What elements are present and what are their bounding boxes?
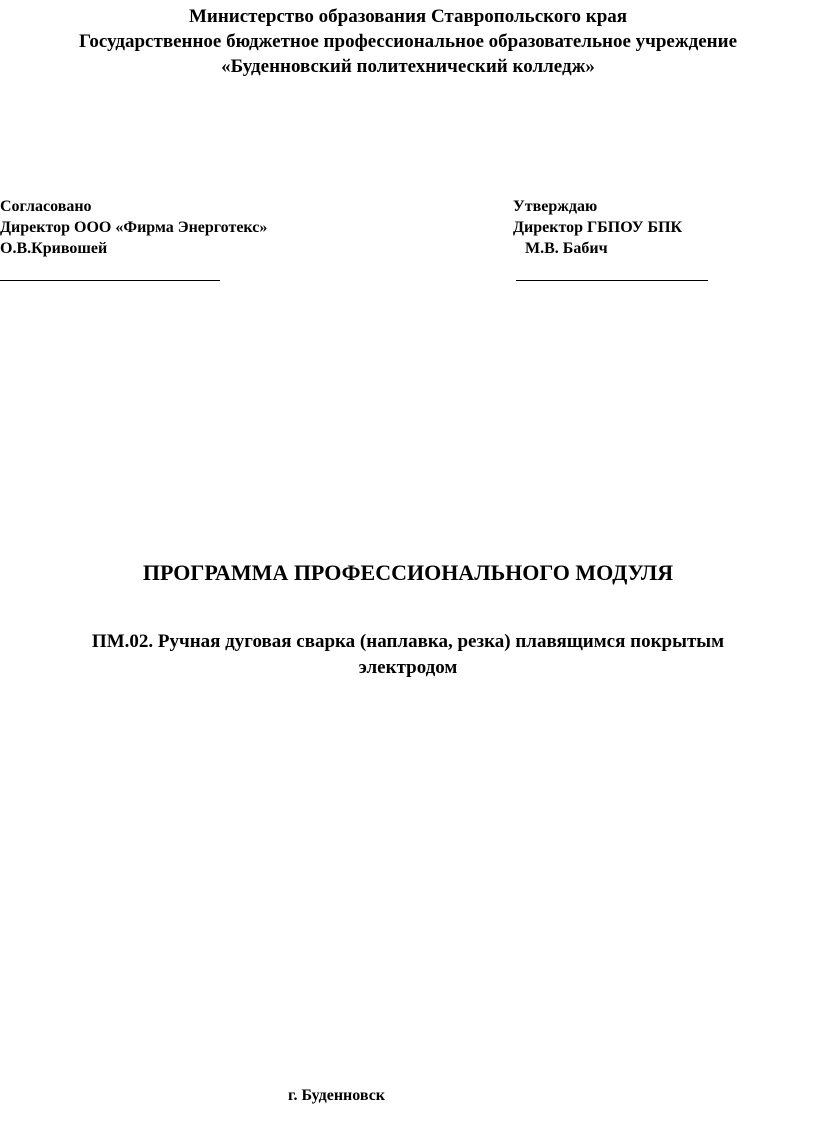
document-header [0,4,816,79]
approved-name: М.В. Бабич [525,240,608,257]
college-name: «Буденновский политехнический колледж» [221,56,595,77]
institution-type: Государственное бюджетное профессиональное образовательное учреждение [78,31,738,52]
module-title-line-1: ПМ.02. Ручная дуговая сварка (наплавка, резка) плавящимся покрытым [91,631,725,652]
approved-label: Утверждаю [513,198,598,215]
approval-block-approved [513,196,708,281]
approval-block-agreed [0,196,267,281]
agreed-label: Согласовано [0,198,92,215]
agreed-position: Директор ООО «Фирма Энерготекс» [0,219,268,236]
approved-position: Директор ГБПОУ БПК [513,219,683,236]
module-title [0,629,816,681]
program-title: ПРОГРАММА ПРОФЕССИОНАЛЬНОГО МОДУЛЯ [142,560,674,585]
approved-signature-line [516,259,708,281]
module-title-line-2: электродом [358,657,458,678]
agreed-name: О.В.Кривошей [0,240,108,257]
agreed-signature-line [0,259,220,281]
ministry-name: Министерство образования Ставропольского края [188,6,628,27]
city-name: г. Буденновск [288,1087,386,1104]
